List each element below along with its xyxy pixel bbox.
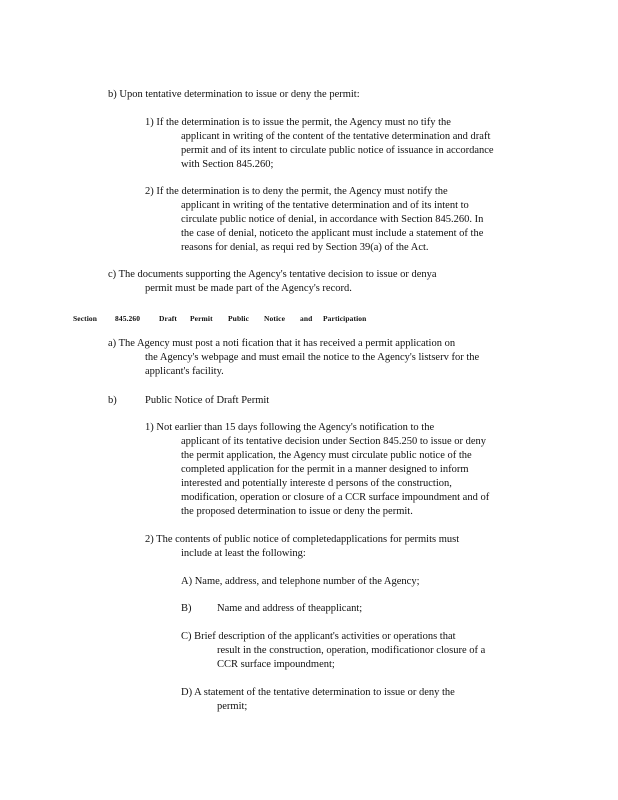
section-title-word: Participation — [323, 314, 367, 323]
sub-c-line: C) Brief description of the applicant's activities or operations that — [181, 631, 456, 642]
section-number: 845.260 — [115, 314, 141, 323]
sub-item-b-text: Name and address of theapplicant; — [217, 603, 363, 614]
section-title-word: Draft — [159, 314, 177, 323]
b2-item-1-line: interested and potentially intereste d persons of the construction, — [181, 478, 452, 489]
para-c-line: permit must be made part of the Agency's record. — [145, 283, 352, 294]
sub-item-a: A) Name, address, and telephone number of the Agency; — [181, 576, 420, 587]
b2-list-item-2 — [145, 533, 459, 547]
para-a-line: the Agency's webpage and must email the notice to the Agency's listserv for the — [145, 352, 480, 363]
paragraph-c — [108, 268, 437, 282]
sub-item-c — [181, 630, 456, 644]
sub-d-line: D) A statement of the tentative determination to issue or deny the — [181, 687, 455, 698]
section-label: Section — [73, 314, 98, 323]
sub-c-line: result in the construction, operation, modificationor closure of a — [217, 645, 486, 656]
section-title-word: and — [300, 314, 313, 323]
b2-list-item-1-continuation — [181, 435, 489, 519]
sub-d-line: permit; — [217, 701, 248, 712]
sub-item-d-continuation — [217, 700, 247, 714]
item-2-line: reasons for denial, as requi red by Section 39(a) of the Act. — [181, 242, 429, 253]
list-item-2 — [145, 185, 448, 199]
section-title-word: Permit — [190, 314, 213, 323]
b2-item-1-line: applicant of its tentative decision under Section 845.250 to issue or deny — [181, 436, 487, 447]
list-item-1 — [145, 116, 451, 130]
b2-item-1-line: the permit application, the Agency must circulate public notice of the — [181, 450, 472, 461]
item-1-line: applicant in writing of the content of the tentative determination and draft — [181, 131, 491, 142]
item-1-line: with Section 845.260; — [181, 159, 274, 170]
b2-list-item-2-continuation — [181, 547, 306, 561]
item-2-line: circulate public notice of denial, in accordance with Section 845.260. In — [181, 214, 484, 225]
paragraph-c-continuation — [145, 282, 352, 296]
item-2-line: applicant in writing of the tentative determination and of its intent to — [181, 200, 469, 211]
sub-item-c-continuation — [217, 644, 485, 672]
b2-item-2-line: include at least the following: — [181, 548, 306, 559]
list-item-2-continuation — [181, 199, 483, 255]
section-title-word: Notice — [264, 314, 286, 323]
item-2-line: 2) If the determination is to deny the permit, the Agency must notify the — [145, 186, 448, 197]
sub-item-b-label: B) — [181, 603, 192, 614]
paragraph-b2-title: Public Notice of Draft Permit — [145, 395, 270, 406]
paragraph-b2-label: b) — [108, 395, 117, 406]
b2-item-1-line: modification, operation or closure of a CCR surface impoundment and of — [181, 492, 490, 503]
b2-item-2-line: 2) The contents of public notice of completedapplications for permits must — [145, 534, 460, 545]
item-1-line: 1) If the determination is to issue the permit, the Agency must no tify the — [145, 117, 451, 128]
item-1-line: permit and of its intent to circulate public notice of issuance in accordance — [181, 145, 494, 156]
b2-list-item-1 — [145, 421, 434, 435]
b2-item-1-line: the proposed determination to issue or deny the permit. — [181, 506, 413, 517]
section-heading — [73, 312, 373, 324]
item-2-line: the case of denial, noticeto the applicant must include a statement of the — [181, 228, 484, 239]
paragraph-b-upon: b) Upon tentative determination to issue or deny the permit: — [108, 89, 360, 100]
para-a-line: a) The Agency must post a noti fication that it has received a permit application on — [108, 338, 456, 349]
section-title-word: Public — [228, 314, 250, 323]
paragraph-a — [108, 337, 455, 351]
sub-item-d — [181, 686, 455, 700]
list-item-1-continuation — [181, 130, 494, 172]
sub-c-line: CCR surface impoundment; — [217, 659, 335, 670]
paragraph-a-continuation — [145, 351, 479, 379]
para-a-line: applicant's facility. — [145, 366, 224, 377]
para-c-line: c) The documents supporting the Agency's tentative decision to issue or denya — [108, 269, 437, 280]
b2-item-1-line: completed application for the permit in a manner designed to inform — [181, 464, 469, 475]
b2-item-1-line: 1) Not earlier than 15 days following the Agency's notification to the — [145, 422, 435, 433]
